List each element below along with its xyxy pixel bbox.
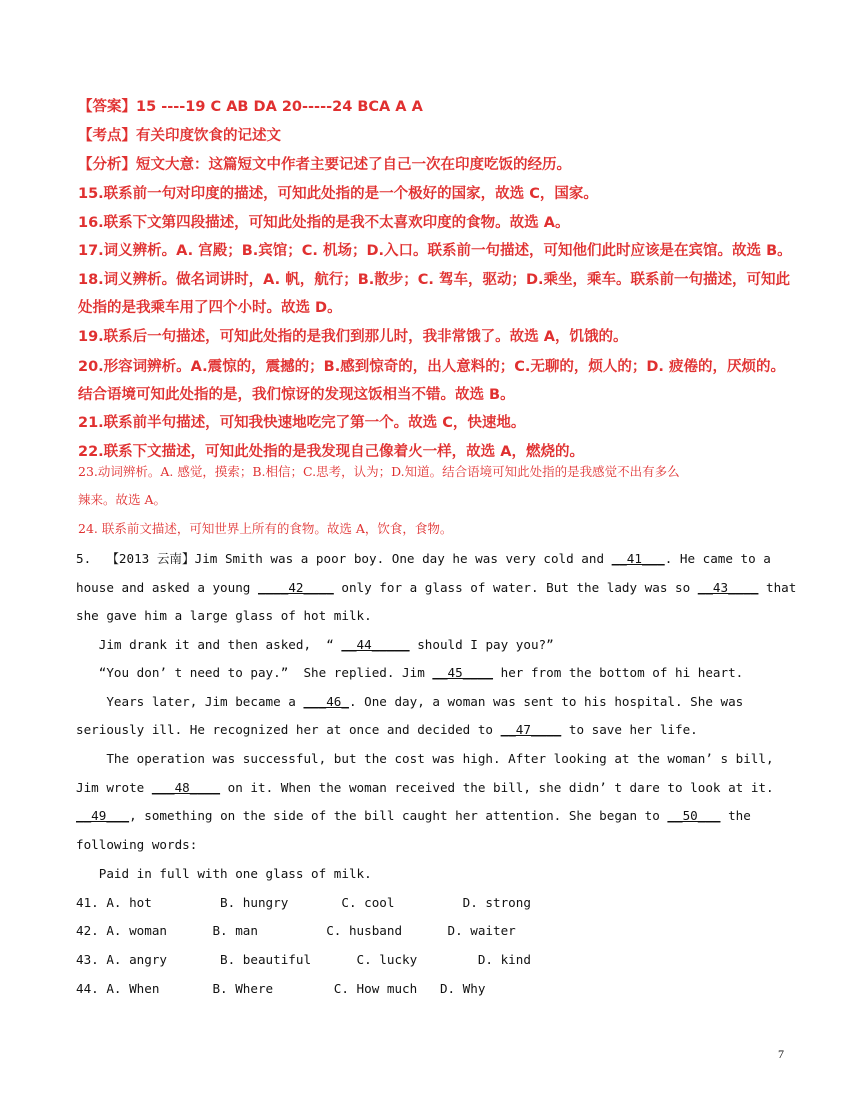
answer-line [78,96,808,118]
blank-48: ___48____ [151,780,221,795]
explanation-17: 17.词义辨析。A. 宫殿；B.宾馆；C. 机场；D.入口。联系前一句描述，可知他们此时应该是在宾馆。故选 B。 [78,243,792,259]
passage-line-9 [76,779,774,797]
passage-text: should I pay you?” [409,637,554,652]
passage-line-11: following words: [76,837,198,852]
blank-42: ____42____ [257,580,334,595]
passage-text: only for a glass of water. But the lady was so [333,580,698,595]
passage-text: that [758,580,797,595]
passage-line-4 [76,636,554,654]
passage-text: seriously ill. He recognized her at once and decided to [76,722,501,737]
passage-line-10 [76,807,751,825]
explanation-18: 18.词义辨析。做名词讲时，A. 帆，航行；B.散步；C. 驾车，驱动；D.乘坐，乘车。联系前一句描述，可知此 [78,272,791,288]
point-tag: 【考点】 [78,128,136,144]
passage-line-3: she gave him a large glass of hot milk. [76,608,372,623]
explanation-23-cont: 辣来。故选 A。 [78,492,167,507]
blank-43: __43____ [697,580,759,595]
option-41: 41. A. hot B. hungry C. cool D. strong [76,895,531,910]
explanation-15: 15.联系前一句对印度的描述，可知此处指的是一个极好的国家，故选 C，国家。 [78,186,598,202]
passage-line-6 [76,693,743,711]
page-number: 7 [778,1047,784,1061]
passage-text: house and asked a young [76,580,258,595]
explanation-16: 16.联系下文第四段描述，可知此处指的是我不太喜欢印度的食物。故选 A。 [78,215,570,231]
blank-47: __47____ [500,722,562,737]
blank-49: __49___ [76,808,130,823]
passage-line-8: The operation was successful, but the cost was high. After looking at the woman’ s bill, [76,751,774,766]
passage-text: to save her life. [561,722,698,737]
explanation-19: 19.联系后一句描述，可知此处指的是我们到那儿时，我非常饿了。故选 A，饥饿的。 [78,329,628,345]
passage-line-7 [76,721,698,739]
explanation-18-cont: 处指的是我乘车用了四个小时。故选 D。 [78,300,342,316]
option-44: 44. A. When B. Where C. How much D. Why [76,981,486,996]
explanation-21: 21.联系前半句描述，可知我快速地吃完了第一个。故选 C，快速地。 [78,415,526,431]
explanation-22: 22.联系下文描述，可知此处指的是我发现自己像着火一样，故选 A，燃烧的。 [78,444,584,460]
passage-text: Jim drank it and then asked, “ [76,637,342,652]
blank-45: __45____ [432,665,494,680]
answer-text: 15 ----19 C AB DA 20-----24 BCA A A [136,99,423,115]
passage-text: her from the bottom of hi heart. [493,665,744,680]
passage-text: Jim wrote [76,780,152,795]
analysis-line [78,154,808,176]
passage-line-1 [76,550,771,568]
explanation-20: 20.形容词辨析。A.震惊的，震撼的；B.感到惊奇的，出人意料的；C.无聊的，烦人的；D. 疲倦的，厌烦的。 [78,359,785,375]
point-line [78,125,808,147]
answer-tag: 【答案】 [78,99,136,115]
option-43: 43. A. angry B. beautiful C. lucky D. kind [76,952,531,967]
explanation-23: 23.动词辨析。A. 感觉，摸索；B.相信；C.思考，认为；D.知道。结合语境可知此处指的是我感觉不出有多么 [78,464,680,479]
passage-line-5 [76,664,743,682]
passage-text: on it. When the woman received the bill, she didn’ t dare to look at it. [220,780,774,795]
blank-41: __41___ [611,551,665,566]
blank-44: __44_____ [341,637,410,652]
blank-46: ___46_ [303,694,349,709]
passage-text: . One day, a woman was sent to his hospital. She was [348,694,744,709]
passage-text: “You don’ t need to pay.” She replied. Jim [76,665,433,680]
passage-text: , something on the side of the bill caught her attention. She began to [129,808,668,823]
point-text: 有关印度饮食的记述文 [136,128,281,144]
passage-text: . He came to a [664,551,771,566]
passage-line-2 [76,579,796,597]
passage-line-12: Paid in full with one glass of milk. [76,866,372,881]
passage-text: 5. 【2013 云南】Jim Smith was a poor boy. One day he was very cold and [76,551,612,566]
explanation-24: 24. 联系前文描述，可知世界上所有的食物。故选 A，饮食，食物。 [78,521,453,536]
passage-text: Years later, Jim became a [76,694,304,709]
passage-text: the [720,808,751,823]
analysis-tag: 【分析】 [78,157,136,173]
blank-50: __50___ [667,808,721,823]
option-42: 42. A. woman B. man C. husband D. waiter [76,923,516,938]
analysis-text: 短文大意：这篇短文中作者主要记述了自己一次在印度吃饭的经历。 [136,157,571,173]
explanation-20-cont: 结合语境可知此处指的是，我们惊讶的发现这饭相当不错。故选 B。 [78,387,515,403]
